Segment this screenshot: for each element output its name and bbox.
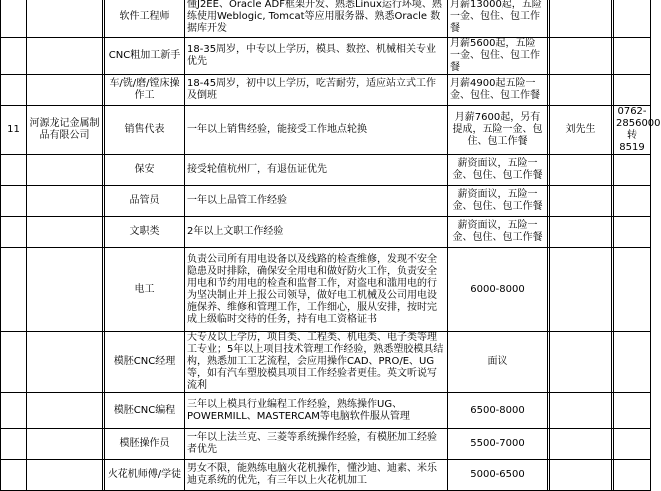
salary-cell: 薪资面议，五险一金、包住、包工作餐 bbox=[448, 155, 548, 186]
salary-cell: 薪资面议，五险一金、包住、包工作餐 bbox=[448, 217, 548, 248]
salary-cell: 薪资面议，五险一金、包住、包工作餐 bbox=[448, 186, 548, 217]
requirement-cell: 接受轮值杭州厂，有退伍证优先 bbox=[185, 155, 448, 186]
position-cell: 电工 bbox=[105, 248, 185, 332]
contact-person: 刘先生 bbox=[550, 106, 612, 155]
position-cell: 品管员 bbox=[105, 186, 185, 217]
salary-cell: 6000-8000 bbox=[448, 248, 548, 332]
position-cell: 文职类 bbox=[105, 217, 185, 248]
requirement-cell: 一年以上法兰克、三菱等系统操作经验，有模胚加工经验者优先 bbox=[185, 429, 448, 460]
requirement-cell: 一年以上销售经验，能接受工作地点轮换 bbox=[185, 106, 448, 155]
contact-phone: 0762-2856000转8519 bbox=[614, 106, 651, 155]
salary-cell: 月薪5600起，五险一金、包住、包工作餐 bbox=[448, 38, 548, 75]
company-cell bbox=[27, 0, 103, 38]
position-cell: 模胚CNC经理 bbox=[105, 332, 185, 393]
company-index: 11 bbox=[1, 106, 27, 155]
requirement-cell: 三年以上模具行业编程工作经验，熟练操作UG、POWERMILL、MASTERCAM等电脑软件服从管理 bbox=[185, 393, 448, 429]
position-cell: 销售代表 bbox=[105, 106, 185, 155]
position-cell: 保安 bbox=[105, 155, 185, 186]
position-cell: 模胚操作员 bbox=[105, 429, 185, 460]
requirement-cell: 一年以上品管工作经验 bbox=[185, 186, 448, 217]
position-cell: 模胚CNC编程 bbox=[105, 393, 185, 429]
requirement-cell: 18-35周岁，中专以上学历，模具、数控、机械相关专业优先 bbox=[185, 38, 448, 75]
phone-cell bbox=[614, 0, 651, 38]
position-cell: CNC粗加工新手 bbox=[105, 38, 185, 75]
index-cell bbox=[1, 0, 27, 38]
salary-cell: 6500-8000 bbox=[448, 393, 548, 429]
position-cell: 软件工程师 bbox=[105, 0, 185, 38]
requirement-cell: 男女不限，能熟练电脑火花机操作，懂沙迪、迪素、米乐迪克系统的优先，有三年以上火花机加工 bbox=[185, 460, 448, 491]
position-cell: 车/铣/磨/镗床操作工 bbox=[105, 75, 185, 106]
requirement-cell: 懂J2EE、Oracle ADF框架开发、熟悉Linux运行环境、熟练使用Weblogic, Tomcat等应用服务器、熟悉Oracle 数据库开发 bbox=[185, 0, 448, 38]
company-name: 河源龙记金属制品有限公司 bbox=[27, 106, 103, 155]
position-cell: 火花机师傅/学徒 bbox=[105, 460, 185, 491]
salary-cell: 月薪4900起五险一金、包住、包工作餐 bbox=[448, 75, 548, 106]
salary-cell: 5000-6500 bbox=[448, 460, 548, 491]
salary-cell: 5500-7000 bbox=[448, 429, 548, 460]
requirement-cell: 2年以上文职工作经验 bbox=[185, 217, 448, 248]
salary-cell: 月薪13000起，五险一金、包住、包工作餐 bbox=[448, 0, 548, 38]
contact-cell bbox=[550, 0, 612, 38]
salary-cell: 面议 bbox=[448, 332, 548, 393]
requirement-cell: 18-45周岁，初中以上学历，吃苦耐劳，适应站立式工作及倒班 bbox=[185, 75, 448, 106]
requirement-cell: 大专及以上学历，项目类、工程类、机电类、电子类等理工专业；5年以上项目技术管理工作经验，熟悉塑胶模具结构，熟悉加工工艺流程，会应用操作CAD、PRO/E、UG等，如有汽车塑胶模具项目工作经验者更佳。英文听说写流利 bbox=[185, 332, 448, 393]
salary-cell: 月薪7600起，另有提成，五险一金、包住、包工作餐 bbox=[448, 106, 548, 155]
requirement-cell: 负责公司所有用电设备以及线路的检查维修，发现不安全隐患及时排除，确保安全用电和做好防火工作，负责安全用电和节约用电的检查和监督工作，对盗电和滥用电的行为坚决制止并上报公司领导，做好电工机械及公司用电设施保养、维修和管理工作，工作细心，服从安排，按时完成上级临时交待的任务，持有电工资格证书 bbox=[185, 248, 448, 332]
